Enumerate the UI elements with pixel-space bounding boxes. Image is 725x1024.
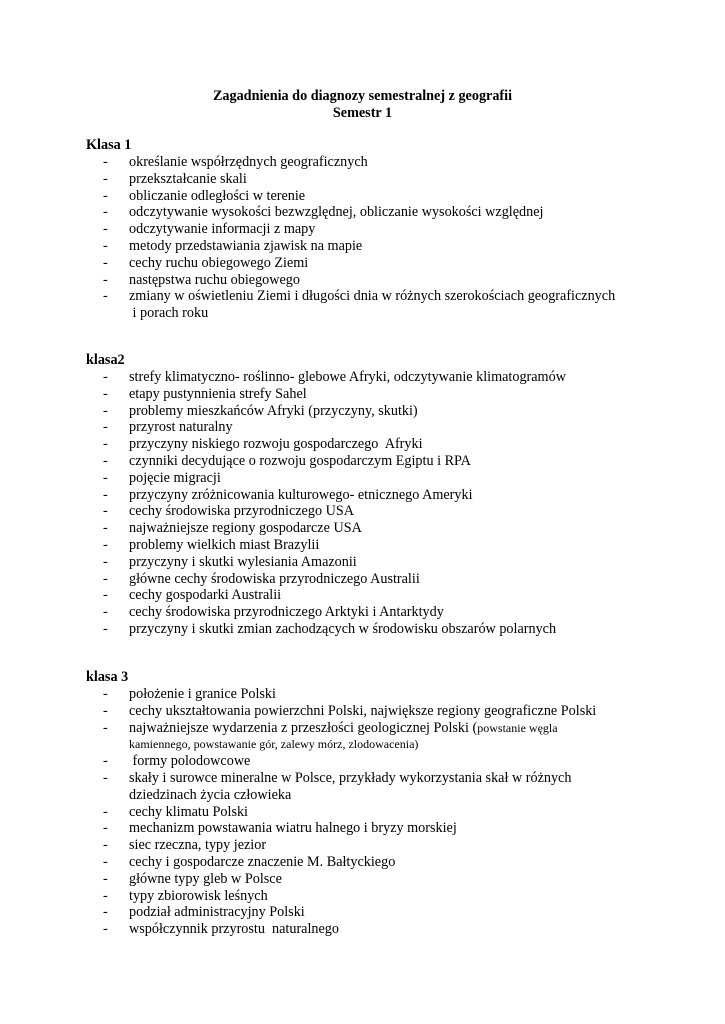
list-item — [86, 503, 686, 520]
item-text: cechy klimatu Polski — [129, 803, 249, 820]
item-text: obliczanie odległości w terenie — [129, 187, 306, 204]
list-item — [86, 403, 686, 420]
dash-marker: - — [103, 702, 108, 719]
list-item — [86, 520, 686, 537]
dash-marker: - — [103, 853, 108, 870]
dash-marker: - — [103, 237, 108, 254]
dash-marker: - — [103, 769, 108, 786]
dash-marker: - — [103, 536, 108, 553]
list-item — [86, 470, 686, 487]
dash-marker: - — [103, 271, 108, 288]
item-text: problemy mieszkańców Afryki (przyczyny, skutki) — [129, 402, 418, 419]
dash-marker: - — [103, 620, 108, 637]
item-text: cechy ukształtowania powierzchni Polski, największe regiony geograficzne Polski — [129, 702, 597, 719]
dash-marker: - — [103, 288, 108, 305]
topic-list — [86, 154, 686, 322]
item-text: siec rzeczna, typy jezior — [129, 837, 267, 854]
item-text: przyczyny niskiego rozwoju gospodarczego Afryki — [129, 436, 423, 453]
list-item — [86, 621, 686, 638]
item-text: etapy pustynnienia strefy Sahel — [129, 385, 307, 402]
dash-marker: - — [103, 820, 108, 837]
item-text: metody przedstawiania zjawisk na mapie — [129, 237, 363, 254]
list-item — [86, 537, 686, 554]
item-text: główne cechy środowiska przyrodniczego Australii — [129, 570, 420, 587]
item-text: cechy ruchu obiegowego Ziemi — [129, 254, 309, 271]
dash-marker: - — [103, 452, 108, 469]
item-text: odczytywanie wysokości bezwzględnej, obliczanie wysokości względnej — [129, 204, 544, 221]
list-item — [86, 487, 686, 504]
item-text: zmiany w oświetleniu Ziemi i długości dnia w różnych szerokościach geograficznych — [129, 288, 616, 305]
item-text: odczytywanie informacji z mapy — [129, 221, 316, 238]
list-item — [86, 888, 686, 905]
dash-marker: - — [103, 486, 108, 503]
section-heading: klasa 3 — [86, 669, 129, 685]
dash-marker: - — [103, 837, 108, 854]
dash-marker: - — [103, 803, 108, 820]
list-item — [86, 288, 686, 322]
item-text: najważniejsze regiony gospodarcze USA — [129, 520, 362, 537]
dash-marker: - — [103, 570, 108, 587]
dash-marker: - — [103, 154, 108, 170]
item-text: problemy wielkich miast Brazylii — [129, 536, 320, 553]
dash-marker: - — [103, 187, 108, 204]
dash-marker: - — [103, 369, 108, 385]
dash-marker: - — [103, 385, 108, 402]
item-text: przyrost naturalny — [129, 419, 233, 436]
item-text: cechy środowiska przyrodniczego Arktyki i Antarktydy — [129, 604, 444, 621]
list-item — [86, 804, 686, 821]
dash-marker: - — [103, 170, 108, 187]
list-item — [86, 554, 686, 571]
item-text-continuation: i porach roku — [129, 305, 209, 322]
list-item — [86, 820, 686, 837]
item-text: cechy środowiska przyrodniczego USA — [129, 503, 354, 520]
list-item — [86, 837, 686, 854]
item-text: następstwa ruchu obiegowego — [129, 271, 300, 288]
dash-marker: - — [103, 436, 108, 453]
item-text: przyczyny i skutki zmian zachodzących w środowisku obszarów polarnych — [129, 620, 557, 637]
list-item — [86, 770, 686, 804]
item-text: położenie i granice Polski — [129, 686, 276, 702]
item-text: określanie współrzędnych geograficznych — [129, 154, 368, 170]
item-text: główne typy gleb w Polsce — [129, 870, 282, 887]
list-item — [86, 154, 686, 171]
list-item — [86, 255, 686, 272]
item-text: najważniejsze wydarzenia z przeszłości geologicznej Polski ( — [129, 719, 478, 736]
dash-marker: - — [103, 870, 108, 887]
list-item — [86, 587, 686, 604]
list-item — [86, 272, 686, 289]
item-text: formy polodowcowe — [129, 753, 251, 770]
item-text: skały i surowce mineralne w Polsce, przykłady wykorzystania skał w różnych — [129, 769, 572, 786]
list-item — [86, 221, 686, 238]
dash-marker: - — [103, 520, 108, 537]
dash-marker: - — [103, 753, 108, 770]
list-item — [86, 921, 686, 938]
list-item — [86, 854, 686, 871]
list-item — [86, 436, 686, 453]
list-item — [86, 871, 686, 888]
document-subtitle: Semestr 1 — [332, 105, 393, 121]
dash-marker: - — [103, 469, 108, 486]
item-text-small-continuation: kamiennego, powstawanie gór, zalewy mórz, zlodowacenia) — [129, 737, 419, 752]
list-item — [86, 703, 686, 720]
item-text: typy zbiorowisk leśnych — [129, 887, 268, 904]
dash-marker: - — [103, 221, 108, 238]
section-klasa-3 — [86, 669, 686, 938]
item-text: czynniki decydujące o rozwoju gospodarczym Egiptu i RPA — [129, 452, 471, 469]
list-item — [86, 571, 686, 588]
section-klasa-1 — [86, 137, 686, 322]
topic-list — [86, 686, 686, 938]
dash-marker: - — [103, 904, 108, 921]
item-text: podział administracyjny Polski — [129, 904, 305, 921]
dash-marker: - — [103, 921, 108, 938]
section-heading: klasa2 — [86, 352, 125, 368]
item-text: strefy klimatyczno- roślinno- glebowe Afryki, odczytywanie klimatogramów — [129, 369, 566, 385]
list-item — [86, 204, 686, 221]
dash-marker: - — [103, 419, 108, 436]
dash-marker: - — [103, 254, 108, 271]
list-item — [86, 419, 686, 436]
list-item — [86, 369, 686, 386]
list-item — [86, 904, 686, 921]
item-text: przekształcanie skali — [129, 170, 247, 187]
item-text-continuation: dziedzinach życia człowieka — [129, 786, 292, 803]
item-text: cechy gospodarki Australii — [129, 587, 282, 604]
list-item — [86, 720, 686, 754]
item-text: współczynnik przyrostu naturalnego — [129, 921, 339, 938]
list-item — [86, 238, 686, 255]
dash-marker: - — [103, 686, 108, 702]
list-item — [86, 386, 686, 403]
item-text-small: powstanie węgla — [477, 720, 558, 735]
list-item — [86, 604, 686, 621]
dash-marker: - — [103, 402, 108, 419]
dash-marker: - — [103, 204, 108, 221]
dash-marker: - — [103, 604, 108, 621]
item-text: przyczyny i skutki wylesiania Amazonii — [129, 553, 357, 570]
list-item — [86, 753, 686, 770]
item-text: przyczyny zróżnicowania kulturowego- etnicznego Ameryki — [129, 486, 473, 503]
dash-marker: - — [103, 503, 108, 520]
dash-marker: - — [103, 887, 108, 904]
item-text: mechanizm powstawania wiatru halnego i bryzy morskiej — [129, 820, 457, 837]
list-item — [86, 188, 686, 205]
document-title: Zagadnienia do diagnozy semestralnej z geografii — [212, 88, 513, 104]
dash-marker: - — [103, 587, 108, 604]
item-text: pojęcie migracji — [129, 469, 221, 486]
topic-list — [86, 369, 686, 638]
dash-marker: - — [103, 553, 108, 570]
item-text: cechy i gospodarcze znaczenie M. Bałtyckiego — [129, 853, 396, 870]
list-item — [86, 171, 686, 188]
section-heading: Klasa 1 — [86, 137, 132, 153]
list-item — [86, 686, 686, 703]
dash-marker: - — [103, 719, 108, 736]
list-item — [86, 453, 686, 470]
section-klasa-2 — [86, 352, 686, 638]
